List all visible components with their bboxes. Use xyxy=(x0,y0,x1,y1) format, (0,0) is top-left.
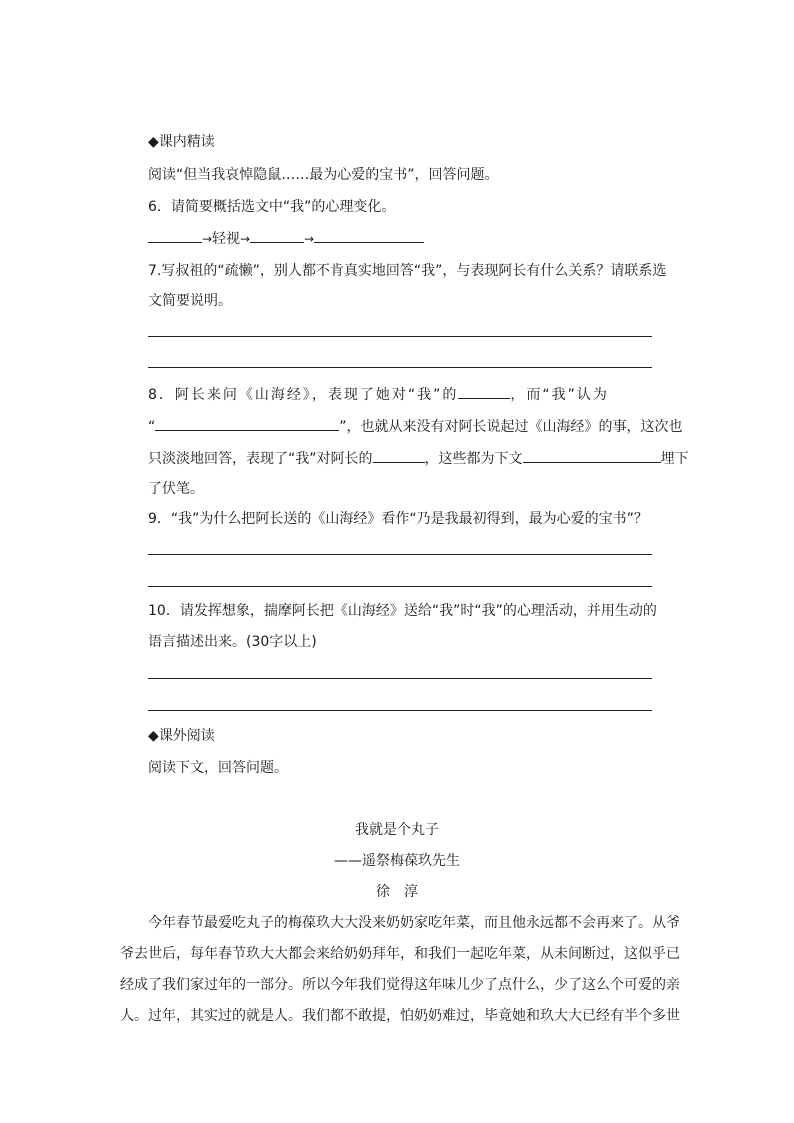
answer-blank[interactable] xyxy=(250,227,304,243)
answer-blank[interactable] xyxy=(314,227,424,243)
q8-text: ”，也就从来没有对阿长说起过《山海经》的事，这次也 xyxy=(339,419,683,435)
diamond-icon: ◆ xyxy=(148,134,159,150)
article-title: 我就是个丸子 xyxy=(355,822,439,838)
q8-text: ，而“我”认为 xyxy=(510,387,609,403)
question-8-line-3 xyxy=(148,447,689,469)
question-10-line-1: 10．请发挥想象，揣摩阿长把《山海经》送给“我”时“我”的心理活动，并用生动的 xyxy=(148,603,657,619)
article-paragraph-line: 爷去世后，每年春节玖大大都会来给奶奶拜年，和我们一起吃年菜，从未间断过，这似乎已 xyxy=(120,946,680,962)
answer-blank[interactable] xyxy=(155,415,339,431)
question-7-line-1: 7.写叔祖的“疏懒”，别人都不肯真实地回答“我”，与表现阿长有什么关系？请联系选 xyxy=(148,263,667,279)
arrow-icon: → xyxy=(304,232,315,246)
arrow-icon: → xyxy=(240,232,251,246)
answer-line[interactable] xyxy=(148,678,652,679)
answer-blank[interactable] xyxy=(458,383,510,399)
section-heading-text: 课外阅读 xyxy=(158,728,215,744)
article-author: 徐 淳 xyxy=(376,884,418,900)
answer-line[interactable] xyxy=(148,586,652,587)
question-6-answer-row xyxy=(148,227,424,249)
reading-instruction: 阅读下文，回答问题。 xyxy=(148,760,288,776)
section-heading-outside xyxy=(148,726,215,746)
answer-line[interactable] xyxy=(148,554,652,555)
question-10-line-2: 语言描述出来。(30字以上) xyxy=(148,634,317,650)
article-paragraph-line: 人。过年，其实过的就是人。我们都不敢提，怕奶奶难过，毕竟她和玖大大已经有半个多世 xyxy=(120,1008,680,1024)
arrow-icon: → xyxy=(202,232,213,246)
answer-line[interactable] xyxy=(148,367,652,368)
article-paragraph-line: 今年春节最爱吃丸子的梅葆玖大大没来奶奶家吃年菜，而且他永远都不会再来了。从爷 xyxy=(148,915,680,931)
article-subtitle: ——遥祭梅葆玖先生 xyxy=(334,853,460,869)
answer-line[interactable] xyxy=(148,710,652,711)
q8-text: 埋下 xyxy=(660,451,689,467)
section-heading-in-class xyxy=(148,132,215,152)
question-8-line-1 xyxy=(148,383,609,405)
question-9: 9．“我”为什么把阿长送的《山海经》看作“乃是我最初得到，最为心爱的宝书”？ xyxy=(148,511,648,527)
q8-text: ，这些都为下文 xyxy=(424,451,523,467)
answer-blank[interactable] xyxy=(148,227,202,243)
question-8-line-4: 了伏笔。 xyxy=(148,481,204,497)
question-7-line-2: 文简要说明。 xyxy=(148,293,232,309)
reading-instruction: 阅读“但当我哀悼隐鼠……最为心爱的宝书”，回答问题。 xyxy=(148,167,499,183)
answer-blank[interactable] xyxy=(523,447,661,463)
section-heading-text: 课内精读 xyxy=(158,134,215,150)
q8-text: “ xyxy=(148,419,156,435)
diamond-icon: ◆ xyxy=(148,728,159,744)
question-6: 6．请简要概括选文中“我”的心理变化。 xyxy=(148,199,396,215)
q8-text: 8．阿长来问《山海经》，表现了她对“我”的 xyxy=(148,387,459,403)
question-8-line-2 xyxy=(148,415,683,437)
q8-text: 只淡淡地回答，表现了“我”对阿长的 xyxy=(148,451,373,467)
fixed-word: 轻视 xyxy=(212,231,240,247)
article-paragraph-line: 经成了我们家过年的一部分。所以今年我们觉得这年味儿少了点什么，少了这么个可爱的亲 xyxy=(120,977,680,993)
answer-line[interactable] xyxy=(148,336,652,337)
answer-blank[interactable] xyxy=(373,447,425,463)
